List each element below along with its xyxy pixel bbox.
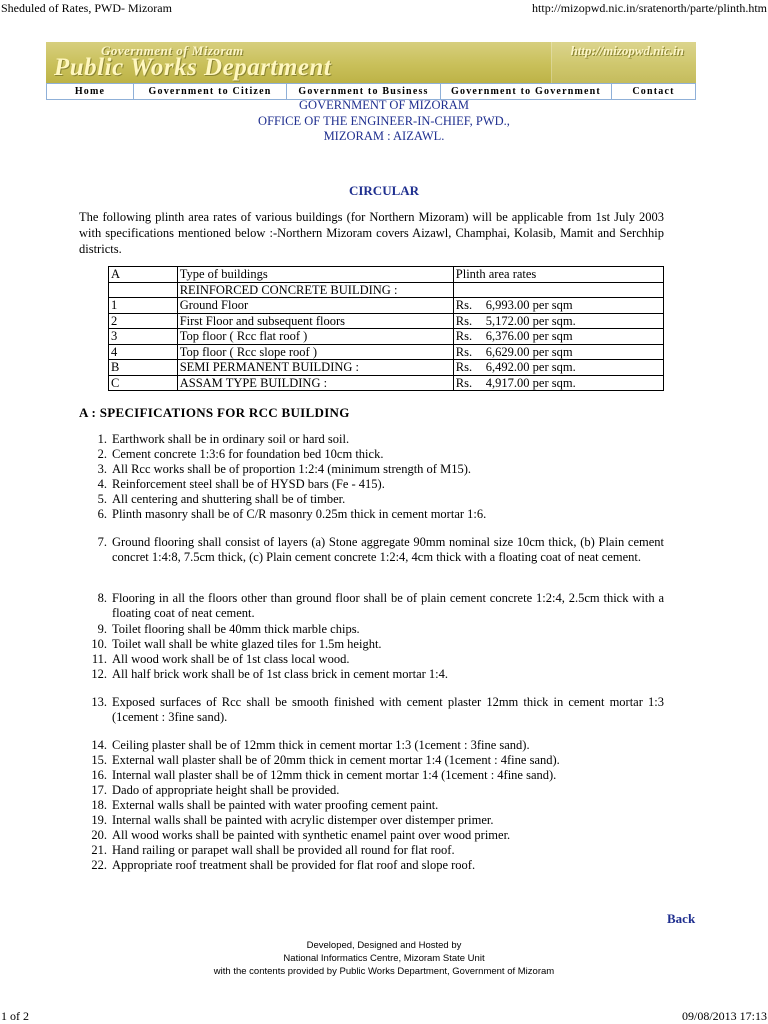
item-number: 9.	[97, 622, 107, 636]
row-building-type: Top floor ( Rcc flat roof )	[177, 329, 453, 345]
rate-currency: Rs.	[455, 344, 473, 359]
row-code: 4	[109, 344, 178, 360]
item-text: External walls shall be painted with water proofing cement paint.	[112, 798, 439, 812]
office-line-3: MIZORAM : AIZAWL.	[323, 129, 445, 143]
office-line-1: GOVERNMENT OF MIZORAM	[299, 98, 469, 112]
item-number: 10.	[91, 637, 107, 651]
item-text: Earthwork shall be in ordinary soil or hard soil.	[112, 432, 350, 446]
item-text: Reinforcement steel shall be of HYSD bars (Fe - 415).	[112, 477, 385, 491]
item-text: Toilet wall shall be white glazed tiles for 1.5m height.	[112, 637, 382, 651]
circular-title: CIRCULAR	[348, 183, 420, 198]
item-text: All half brick work shall be of 1st class brick in cement mortar 1:4.	[112, 667, 449, 681]
item-text: All wood works shall be painted with synthetic enamel paint over wood primer.	[112, 828, 511, 842]
row-rate	[453, 298, 663, 314]
nav-government-to-citizen[interactable]: Government to Citizen	[134, 84, 287, 99]
item-text: Ground flooring shall consist of layers (a) Stone aggregate 90mm nominal size 10cm thick, (b) Plain cement concret 1:4:8, 7.5cm thick, (c) Plain cement concrete 1:2:4, 4cm thick with a floating coat of neat cement.	[112, 535, 664, 564]
rate-value: Plinth area rates	[455, 267, 537, 282]
row-code: 3	[109, 329, 178, 345]
rate-value: 6,993.00 per sqm	[485, 298, 573, 313]
row-code: 2	[109, 313, 178, 329]
credits-line-1: Developed, Designed and Hosted by	[306, 940, 462, 951]
rate-value: 4,917.00 per sqm.	[485, 375, 576, 390]
row-building-type: Ground Floor	[177, 298, 453, 314]
item-number: 19.	[91, 813, 107, 827]
item-text: All wood work shall be of 1st class local wood.	[112, 652, 350, 666]
row-code: C	[109, 375, 178, 391]
rate-value: 5,172.00 per sqm.	[485, 313, 576, 328]
row-code: B	[109, 360, 178, 376]
item-number: 22.	[91, 858, 107, 872]
back-link[interactable]: Back	[667, 911, 696, 926]
row-code	[109, 282, 178, 298]
intro-paragraph: The following plinth area rates of various buildings (for Northern Mizoram) will be applicable from 1st July 2003 with specifications mentioned below :-Northern Mizoram covers Aizawl, Champhai, Kolasib, Mamit and Serchhip districts.	[79, 210, 664, 256]
row-building-type: REINFORCED CONCRETE BUILDING :	[177, 282, 453, 298]
plinth-rates-table	[108, 266, 664, 391]
table-row	[109, 344, 664, 360]
nav-government-to-government[interactable]: Government to Government	[441, 84, 612, 99]
row-building-type: ASSAM TYPE BUILDING :	[177, 375, 453, 391]
rate-currency: Rs.	[455, 313, 473, 328]
row-rate	[453, 360, 663, 376]
row-rate	[453, 375, 663, 391]
item-text: Ceiling plaster shall be of 12mm thick in cement mortar 1:3 (1cement : 3fine sand).	[112, 738, 530, 752]
row-rate	[453, 344, 663, 360]
table-row	[109, 360, 664, 376]
item-text: Exposed surfaces of Rcc shall be smooth finished with cement plaster 12mm thick in cement mortar 1:3 (1cement : 3fine sand).	[112, 695, 664, 724]
row-rate	[453, 282, 663, 298]
credits-line-3: with the contents provided by Public Works Department, Government of Mizoram	[213, 966, 555, 977]
item-text: Flooring in all the floors other than ground floor shall be of plain cement concrete 1:2:4, 2.5cm thick with a floating coat of neat cement.	[112, 591, 664, 620]
rate-currency: Rs.	[455, 329, 473, 344]
table-row	[109, 298, 664, 314]
item-text: Plinth masonry shall be of C/R masonry 0.25m thick in cement mortar 1:6.	[112, 507, 487, 521]
item-number: 16.	[91, 768, 107, 782]
item-number: 5.	[97, 492, 107, 506]
item-text: Internal wall plaster shall be of 12mm thick in cement mortar 1:4 (1cement : 4fine sand).	[112, 768, 557, 782]
item-number: 21.	[91, 843, 107, 857]
item-text: Hand railing or parapet wall shall be provided all round for flat roof.	[112, 843, 455, 857]
print-datetime: 09/08/2013 17:13	[681, 1009, 767, 1023]
row-building-type: First Floor and subsequent floors	[177, 313, 453, 329]
row-building-type: Type of buildings	[177, 267, 453, 283]
table-row	[109, 267, 664, 283]
row-building-type: SEMI PERMANENT BUILDING :	[177, 360, 453, 376]
print-url: http://mizopwd.nic.in/sratenorth/parte/plinth.htm	[532, 1, 767, 15]
table-row	[109, 329, 664, 345]
rate-value: 6,629.00 per sqm	[485, 344, 573, 359]
site-banner	[46, 42, 696, 83]
item-number: 3.	[97, 462, 107, 476]
nav-contact[interactable]: Contact	[632, 86, 675, 97]
item-text: All centering and shuttering shall be of timber.	[112, 492, 346, 506]
row-rate	[453, 329, 663, 345]
table-row	[109, 282, 664, 298]
table-row	[109, 313, 664, 329]
item-number: 6.	[97, 507, 107, 521]
item-number: 11.	[91, 652, 107, 666]
rate-value: 6,376.00 per sqm	[485, 329, 573, 344]
item-text: Internal walls shall be painted with acrylic distemper over distemper primer.	[112, 813, 494, 827]
item-number: 4.	[97, 477, 107, 491]
rate-currency: Rs.	[455, 375, 473, 390]
nav-home[interactable]: Home	[47, 84, 134, 99]
item-text: Toilet flooring shall be 40mm thick marble chips.	[112, 622, 360, 636]
banner-department: Public Works Department	[54, 54, 332, 81]
banner-government: Government of Mizoram	[101, 43, 244, 58]
row-rate	[453, 313, 663, 329]
credits-line-2: National Informatics Centre, Mizoram State Unit	[283, 953, 485, 964]
item-number: 12.	[91, 667, 107, 681]
row-building-type: Top floor ( Rcc slope roof )	[177, 344, 453, 360]
specifications-heading: A : SPECIFICATIONS FOR RCC BUILDING	[79, 405, 350, 420]
row-code: A	[109, 267, 178, 283]
office-line-2: OFFICE OF THE ENGINEER-IN-CHIEF, PWD.,	[258, 114, 510, 128]
item-number: 13.	[91, 695, 107, 709]
banner-url[interactable]: http://mizopwd.nic.in	[570, 43, 684, 58]
item-number: 15.	[91, 753, 107, 767]
item-number: 14.	[91, 738, 107, 752]
item-number: 1.	[97, 432, 107, 446]
item-text: Dado of appropriate height shall be provided.	[112, 783, 340, 797]
print-title: Sheduled of Rates, PWD- Mizoram	[1, 1, 172, 15]
item-text: Cement concrete 1:3:6 for foundation bed 10cm thick.	[112, 447, 384, 461]
row-code: 1	[109, 298, 178, 314]
item-number: 17.	[91, 783, 107, 797]
item-number: 20.	[91, 828, 107, 842]
item-text: All Rcc works shall be of proportion 1:2:4 (minimum strength of M15).	[112, 462, 471, 476]
item-number: 8.	[97, 591, 107, 605]
item-number: 18.	[91, 798, 107, 812]
print-page-number: 1 of 2	[1, 1009, 29, 1023]
item-text: External wall plaster shall be of 20mm thick in cement mortar 1:4 (1cement : 4fine sand).	[112, 753, 560, 767]
item-number: 2.	[97, 447, 107, 461]
rate-currency: Rs.	[455, 360, 473, 375]
row-rate	[453, 267, 663, 283]
table-row	[109, 375, 664, 391]
nav-government-to-business[interactable]: Government to Business	[287, 84, 441, 99]
item-number: 7.	[97, 535, 107, 549]
rate-currency: Rs.	[455, 298, 473, 313]
rate-value: 6,492.00 per sqm.	[485, 360, 576, 375]
item-text: Appropriate roof treatment shall be provided for flat roof and slope roof.	[112, 858, 476, 872]
